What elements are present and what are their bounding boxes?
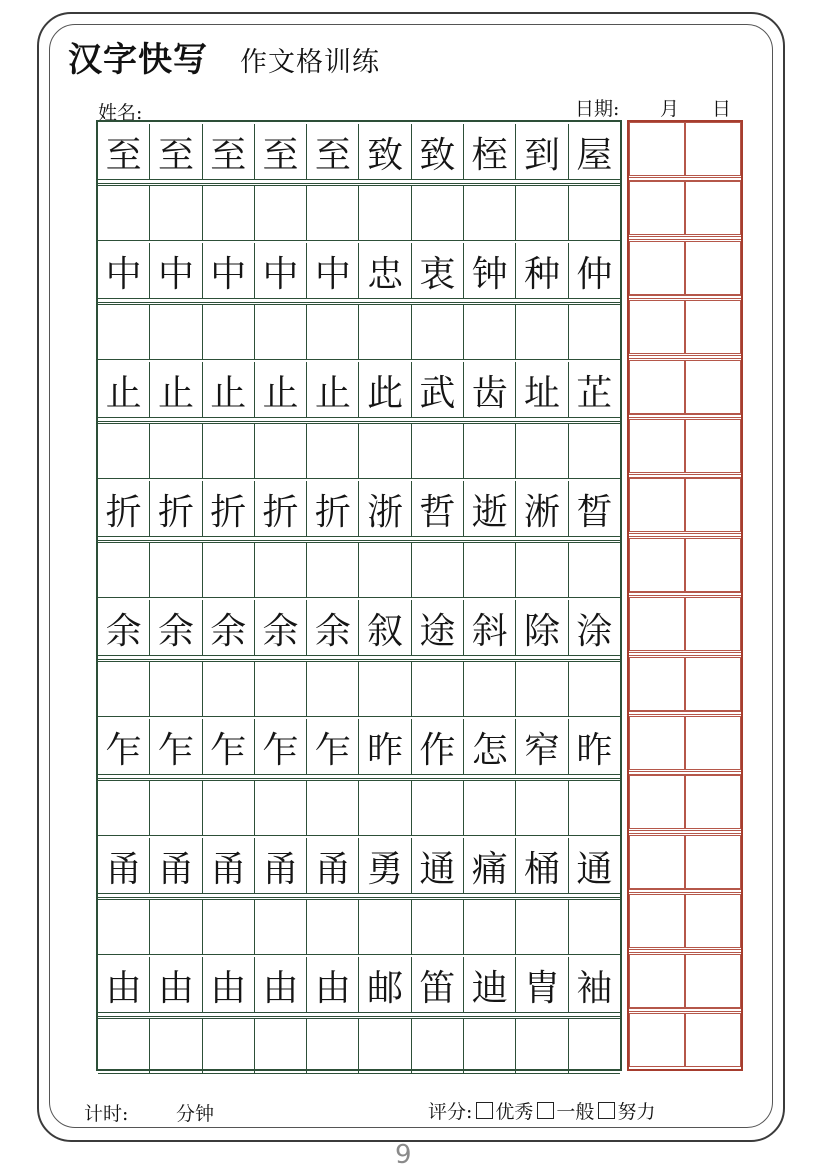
character-cell: 窄	[515, 719, 567, 775]
red-grid-cell[interactable]	[685, 360, 741, 414]
character-cell: 止	[254, 362, 306, 418]
blank-cell[interactable]	[515, 185, 567, 241]
blank-cell[interactable]	[306, 780, 358, 836]
red-grid-cell[interactable]	[629, 954, 685, 1008]
blank-cell[interactable]	[306, 1018, 358, 1074]
character-cell: 至	[306, 124, 358, 180]
blank-cell[interactable]	[463, 661, 515, 717]
title-sub: 作文格训练	[240, 47, 380, 78]
character-cell: 折	[202, 481, 254, 537]
blank-practice-row	[98, 1018, 620, 1074]
row-separator	[98, 417, 620, 422]
red-grid-cell[interactable]	[629, 775, 685, 829]
blank-cell[interactable]	[254, 661, 306, 717]
red-grid-cell[interactable]	[685, 894, 741, 948]
character-cell: 武	[411, 362, 463, 418]
red-grid-cell[interactable]	[685, 122, 741, 176]
character-cell: 中	[202, 243, 254, 299]
practice-grid-red	[627, 120, 743, 1071]
character-cell: 至	[149, 124, 201, 180]
red-row-separator	[629, 949, 741, 953]
blank-cell[interactable]	[411, 899, 463, 955]
character-row	[98, 362, 620, 418]
blank-cell[interactable]	[411, 423, 463, 479]
red-row-separator	[629, 177, 741, 181]
red-row-separator	[629, 652, 741, 656]
character-cell: 折	[149, 481, 201, 537]
blank-cell[interactable]	[358, 542, 410, 598]
red-grid-cell[interactable]	[685, 241, 741, 295]
character-cell: 袖	[568, 957, 620, 1013]
day-label: 日	[712, 98, 732, 120]
row-separator	[98, 536, 620, 541]
character-cell: 昨	[568, 719, 620, 775]
blank-cell[interactable]	[515, 780, 567, 836]
character-cell: 通	[568, 838, 620, 894]
blank-cell[interactable]	[411, 780, 463, 836]
blank-cell[interactable]	[98, 185, 149, 241]
blank-cell[interactable]	[568, 661, 620, 717]
blank-cell[interactable]	[149, 780, 201, 836]
rating-option-effort: 努力	[617, 1101, 656, 1123]
character-cell: 折	[105, 491, 142, 533]
character-row	[98, 243, 620, 299]
blank-cell[interactable]	[568, 899, 620, 955]
red-row-separator	[629, 533, 741, 537]
blank-cell[interactable]	[358, 780, 410, 836]
red-row-separator	[629, 771, 741, 775]
blank-cell[interactable]	[254, 185, 306, 241]
blank-cell[interactable]	[98, 304, 149, 360]
red-grid-cell[interactable]	[685, 1013, 741, 1067]
red-grid-cell[interactable]	[629, 122, 685, 176]
red-grid-cell[interactable]	[629, 716, 685, 770]
red-grid-cell[interactable]	[685, 419, 741, 473]
character-cell: 止	[149, 362, 201, 418]
character-row	[98, 124, 620, 180]
blank-cell[interactable]	[515, 661, 567, 717]
character-cell: 途	[411, 600, 463, 656]
red-grid-row	[629, 360, 741, 414]
red-grid-cell[interactable]	[629, 894, 685, 948]
blank-cell[interactable]	[411, 304, 463, 360]
character-cell: 作	[411, 719, 463, 775]
blank-cell[interactable]	[254, 899, 306, 955]
blank-cell[interactable]	[202, 304, 254, 360]
red-grid-row	[629, 775, 741, 829]
character-cell: 乍	[202, 719, 254, 775]
character-cell: 致	[358, 124, 410, 180]
red-grid-row	[629, 835, 741, 889]
red-row-separator	[629, 711, 741, 715]
blank-cell[interactable]	[463, 1018, 515, 1074]
red-row-separator	[629, 1008, 741, 1012]
grid-row-block	[98, 836, 620, 955]
page-number: 9	[395, 1140, 412, 1170]
blank-cell[interactable]	[411, 185, 463, 241]
character-cell: 致	[411, 124, 463, 180]
character-cell: 余	[254, 600, 306, 656]
red-row-separator	[629, 295, 741, 299]
character-row	[98, 719, 620, 775]
blank-cell[interactable]	[568, 185, 620, 241]
character-cell: 此	[358, 362, 410, 418]
character-cell: 桶	[515, 838, 567, 894]
date-label: 日期:	[575, 98, 620, 120]
blank-cell[interactable]	[358, 304, 410, 360]
blank-cell[interactable]	[202, 1018, 254, 1074]
red-grid-row	[629, 419, 741, 473]
character-cell: 胄	[515, 957, 567, 1013]
blank-cell[interactable]	[515, 1018, 567, 1074]
blank-cell[interactable]	[254, 423, 306, 479]
rating-option-excellent: 优秀	[495, 1101, 534, 1123]
red-grid-row	[629, 716, 741, 770]
blank-cell[interactable]	[358, 661, 410, 717]
character-cell: 由	[202, 957, 254, 1013]
blank-cell[interactable]	[358, 899, 410, 955]
blank-cell[interactable]	[358, 185, 410, 241]
character-cell: 怎	[463, 719, 515, 775]
character-cell: 逝	[463, 481, 515, 537]
red-grid-cell[interactable]	[629, 478, 685, 532]
blank-cell[interactable]	[202, 423, 254, 479]
character-cell: 痛	[463, 838, 515, 894]
red-row-separator	[629, 414, 741, 418]
red-row-separator	[629, 474, 741, 478]
blank-cell[interactable]	[149, 1018, 201, 1074]
red-grid-cell[interactable]	[629, 597, 685, 651]
character-cell: 乍	[306, 719, 358, 775]
character-cell: 迪	[463, 957, 515, 1013]
red-grid-cell[interactable]	[629, 538, 685, 592]
blank-cell[interactable]	[568, 780, 620, 836]
red-grid-cell[interactable]	[685, 835, 741, 889]
red-grid-row	[629, 1013, 741, 1067]
blank-practice-row	[98, 899, 620, 955]
red-grid-cell[interactable]	[629, 181, 685, 235]
row-separator	[98, 655, 620, 660]
character-cell: 址	[515, 362, 567, 418]
name-label: 姓名:	[98, 102, 143, 124]
character-cell: 仲	[568, 243, 620, 299]
red-grid-cell[interactable]	[685, 300, 741, 354]
character-cell: 忠	[358, 243, 410, 299]
character-cell: 钟	[463, 243, 515, 299]
red-grid-row	[629, 122, 741, 176]
red-row-separator	[629, 355, 741, 359]
character-cell: 止	[306, 362, 358, 418]
character-cell: 淅	[515, 481, 567, 537]
red-grid-cell[interactable]	[685, 954, 741, 1008]
red-row-separator	[629, 592, 741, 596]
grid-row-block	[98, 241, 620, 360]
row-separator	[98, 774, 620, 779]
row-separator	[98, 179, 620, 184]
blank-cell[interactable]	[254, 780, 306, 836]
character-cell: 昨	[358, 719, 410, 775]
character-cell: 中	[105, 253, 142, 295]
grid-row-block	[98, 598, 620, 717]
row-separator	[98, 893, 620, 898]
rating-checkbox-excellent[interactable]	[476, 1102, 493, 1119]
blank-cell[interactable]	[254, 542, 306, 598]
blank-cell[interactable]	[202, 185, 254, 241]
blank-cell[interactable]	[306, 661, 358, 717]
blank-cell[interactable]	[568, 542, 620, 598]
red-grid-cell[interactable]	[629, 419, 685, 473]
blank-cell[interactable]	[149, 423, 201, 479]
red-row-separator	[629, 830, 741, 834]
red-grid-row	[629, 657, 741, 711]
red-grid-cell[interactable]	[685, 478, 741, 532]
character-cell: 桎	[463, 124, 515, 180]
blank-practice-row	[98, 542, 620, 598]
blank-cell[interactable]	[149, 185, 201, 241]
character-cell: 至	[202, 124, 254, 180]
red-grid-row	[629, 300, 741, 354]
rating-label: 评分:	[428, 1101, 473, 1123]
blank-cell[interactable]	[202, 780, 254, 836]
character-row	[98, 481, 620, 537]
red-grid-cell[interactable]	[629, 1013, 685, 1067]
character-cell: 甬	[254, 838, 306, 894]
blank-practice-row	[98, 185, 620, 241]
blank-cell[interactable]	[463, 423, 515, 479]
character-cell: 甬	[306, 838, 358, 894]
red-grid-row	[629, 241, 741, 295]
blank-cell[interactable]	[463, 304, 515, 360]
character-cell: 由	[254, 957, 306, 1013]
red-row-separator	[629, 236, 741, 240]
character-cell: 折	[254, 481, 306, 537]
blank-cell[interactable]	[411, 661, 463, 717]
grid-row-block	[98, 717, 620, 836]
blank-cell[interactable]	[202, 542, 254, 598]
character-cell: 衷	[411, 243, 463, 299]
blank-cell[interactable]	[515, 899, 567, 955]
character-cell: 甬	[105, 848, 142, 890]
blank-cell[interactable]	[202, 661, 254, 717]
red-grid-cell[interactable]	[629, 657, 685, 711]
grid-row-block	[98, 122, 620, 241]
character-cell: 止	[202, 362, 254, 418]
character-cell: 除	[515, 600, 567, 656]
grid-row-block	[98, 955, 620, 1074]
character-cell: 至	[105, 134, 142, 176]
blank-practice-row	[98, 780, 620, 836]
red-grid-row	[629, 597, 741, 651]
blank-cell[interactable]	[149, 304, 201, 360]
character-cell: 屋	[568, 124, 620, 180]
character-cell: 种	[515, 243, 567, 299]
minutes-label: 分钟	[176, 1103, 215, 1125]
character-cell: 斜	[463, 600, 515, 656]
character-cell: 由	[149, 957, 201, 1013]
red-grid-row	[629, 954, 741, 1008]
blank-cell[interactable]	[98, 780, 149, 836]
blank-cell[interactable]	[254, 1018, 306, 1074]
character-row	[98, 600, 620, 656]
blank-cell[interactable]	[149, 542, 201, 598]
blank-cell[interactable]	[411, 542, 463, 598]
character-cell: 哲	[411, 481, 463, 537]
writing-grid	[96, 120, 622, 1071]
character-cell: 乍	[149, 719, 201, 775]
character-cell: 余	[149, 600, 201, 656]
blank-practice-row	[98, 661, 620, 717]
row-separator	[98, 298, 620, 303]
blank-cell[interactable]	[306, 542, 358, 598]
rating-checkbox-average[interactable]	[537, 1102, 554, 1119]
character-cell: 余	[306, 600, 358, 656]
red-grid-cell[interactable]	[629, 835, 685, 889]
character-cell: 中	[306, 243, 358, 299]
character-cell: 乍	[105, 729, 142, 771]
character-cell: 甬	[202, 838, 254, 894]
blank-cell[interactable]	[202, 899, 254, 955]
blank-cell[interactable]	[306, 185, 358, 241]
rating-option-average: 一般	[556, 1101, 595, 1123]
character-cell: 乍	[254, 719, 306, 775]
blank-practice-row	[98, 423, 620, 479]
blank-cell[interactable]	[98, 542, 149, 598]
red-grid-cell[interactable]	[685, 181, 741, 235]
red-grid-cell[interactable]	[685, 538, 741, 592]
blank-cell[interactable]	[515, 542, 567, 598]
blank-cell[interactable]	[463, 185, 515, 241]
character-cell: 浙	[358, 481, 410, 537]
blank-cell[interactable]	[568, 1018, 620, 1074]
character-cell: 叙	[358, 600, 410, 656]
blank-cell[interactable]	[463, 899, 515, 955]
blank-cell[interactable]	[254, 304, 306, 360]
blank-cell[interactable]	[358, 423, 410, 479]
character-cell: 余	[202, 600, 254, 656]
month-label: 月	[660, 98, 680, 120]
blank-cell[interactable]	[568, 304, 620, 360]
red-grid-cell[interactable]	[629, 241, 685, 295]
title-main: 汉字快写	[68, 40, 208, 80]
character-cell: 涂	[568, 600, 620, 656]
character-row	[98, 838, 620, 894]
character-cell: 笛	[411, 957, 463, 1013]
blank-cell[interactable]	[411, 1018, 463, 1074]
character-cell: 折	[306, 481, 358, 537]
red-grid-cell[interactable]	[629, 300, 685, 354]
red-grid-cell[interactable]	[685, 657, 741, 711]
character-cell: 至	[254, 124, 306, 180]
character-row	[98, 957, 620, 1013]
character-cell: 芷	[568, 362, 620, 418]
character-cell: 勇	[358, 838, 410, 894]
blank-cell[interactable]	[515, 304, 567, 360]
red-grid-row	[629, 478, 741, 532]
blank-cell[interactable]	[98, 423, 149, 479]
red-grid-row	[629, 894, 741, 948]
red-row-separator	[629, 889, 741, 893]
blank-cell[interactable]	[149, 899, 201, 955]
blank-cell[interactable]	[306, 423, 358, 479]
blank-cell[interactable]	[98, 661, 149, 717]
blank-cell[interactable]	[358, 1018, 410, 1074]
character-cell: 中	[254, 243, 306, 299]
red-grid-cell[interactable]	[629, 360, 685, 414]
rating-section	[428, 1097, 655, 1124]
character-cell: 邮	[358, 957, 410, 1013]
red-grid-cell[interactable]	[685, 597, 741, 651]
red-grid-row	[629, 538, 741, 592]
blank-cell[interactable]	[463, 542, 515, 598]
blank-cell[interactable]	[568, 423, 620, 479]
character-cell: 由	[306, 957, 358, 1013]
grid-row-block	[98, 360, 620, 479]
character-cell: 由	[105, 967, 142, 1009]
character-cell: 到	[515, 124, 567, 180]
character-cell: 甬	[149, 838, 201, 894]
blank-cell[interactable]	[306, 304, 358, 360]
blank-cell[interactable]	[306, 899, 358, 955]
red-grid-cell[interactable]	[685, 716, 741, 770]
character-cell: 齿	[463, 362, 515, 418]
blank-cell[interactable]	[515, 423, 567, 479]
blank-practice-row	[98, 304, 620, 360]
row-separator	[98, 1012, 620, 1017]
rating-checkbox-effort[interactable]	[598, 1102, 615, 1119]
red-grid-cell[interactable]	[685, 775, 741, 829]
blank-cell[interactable]	[98, 1018, 149, 1074]
red-grid-row	[629, 181, 741, 235]
blank-cell[interactable]	[463, 780, 515, 836]
character-cell: 余	[105, 610, 142, 652]
blank-cell[interactable]	[98, 899, 149, 955]
character-cell: 中	[149, 243, 201, 299]
blank-cell[interactable]	[149, 661, 201, 717]
character-cell: 晳	[568, 481, 620, 537]
character-cell: 止	[105, 372, 142, 414]
timing-label: 计时:	[84, 1103, 129, 1125]
grid-row-block	[98, 479, 620, 598]
character-cell: 通	[411, 838, 463, 894]
